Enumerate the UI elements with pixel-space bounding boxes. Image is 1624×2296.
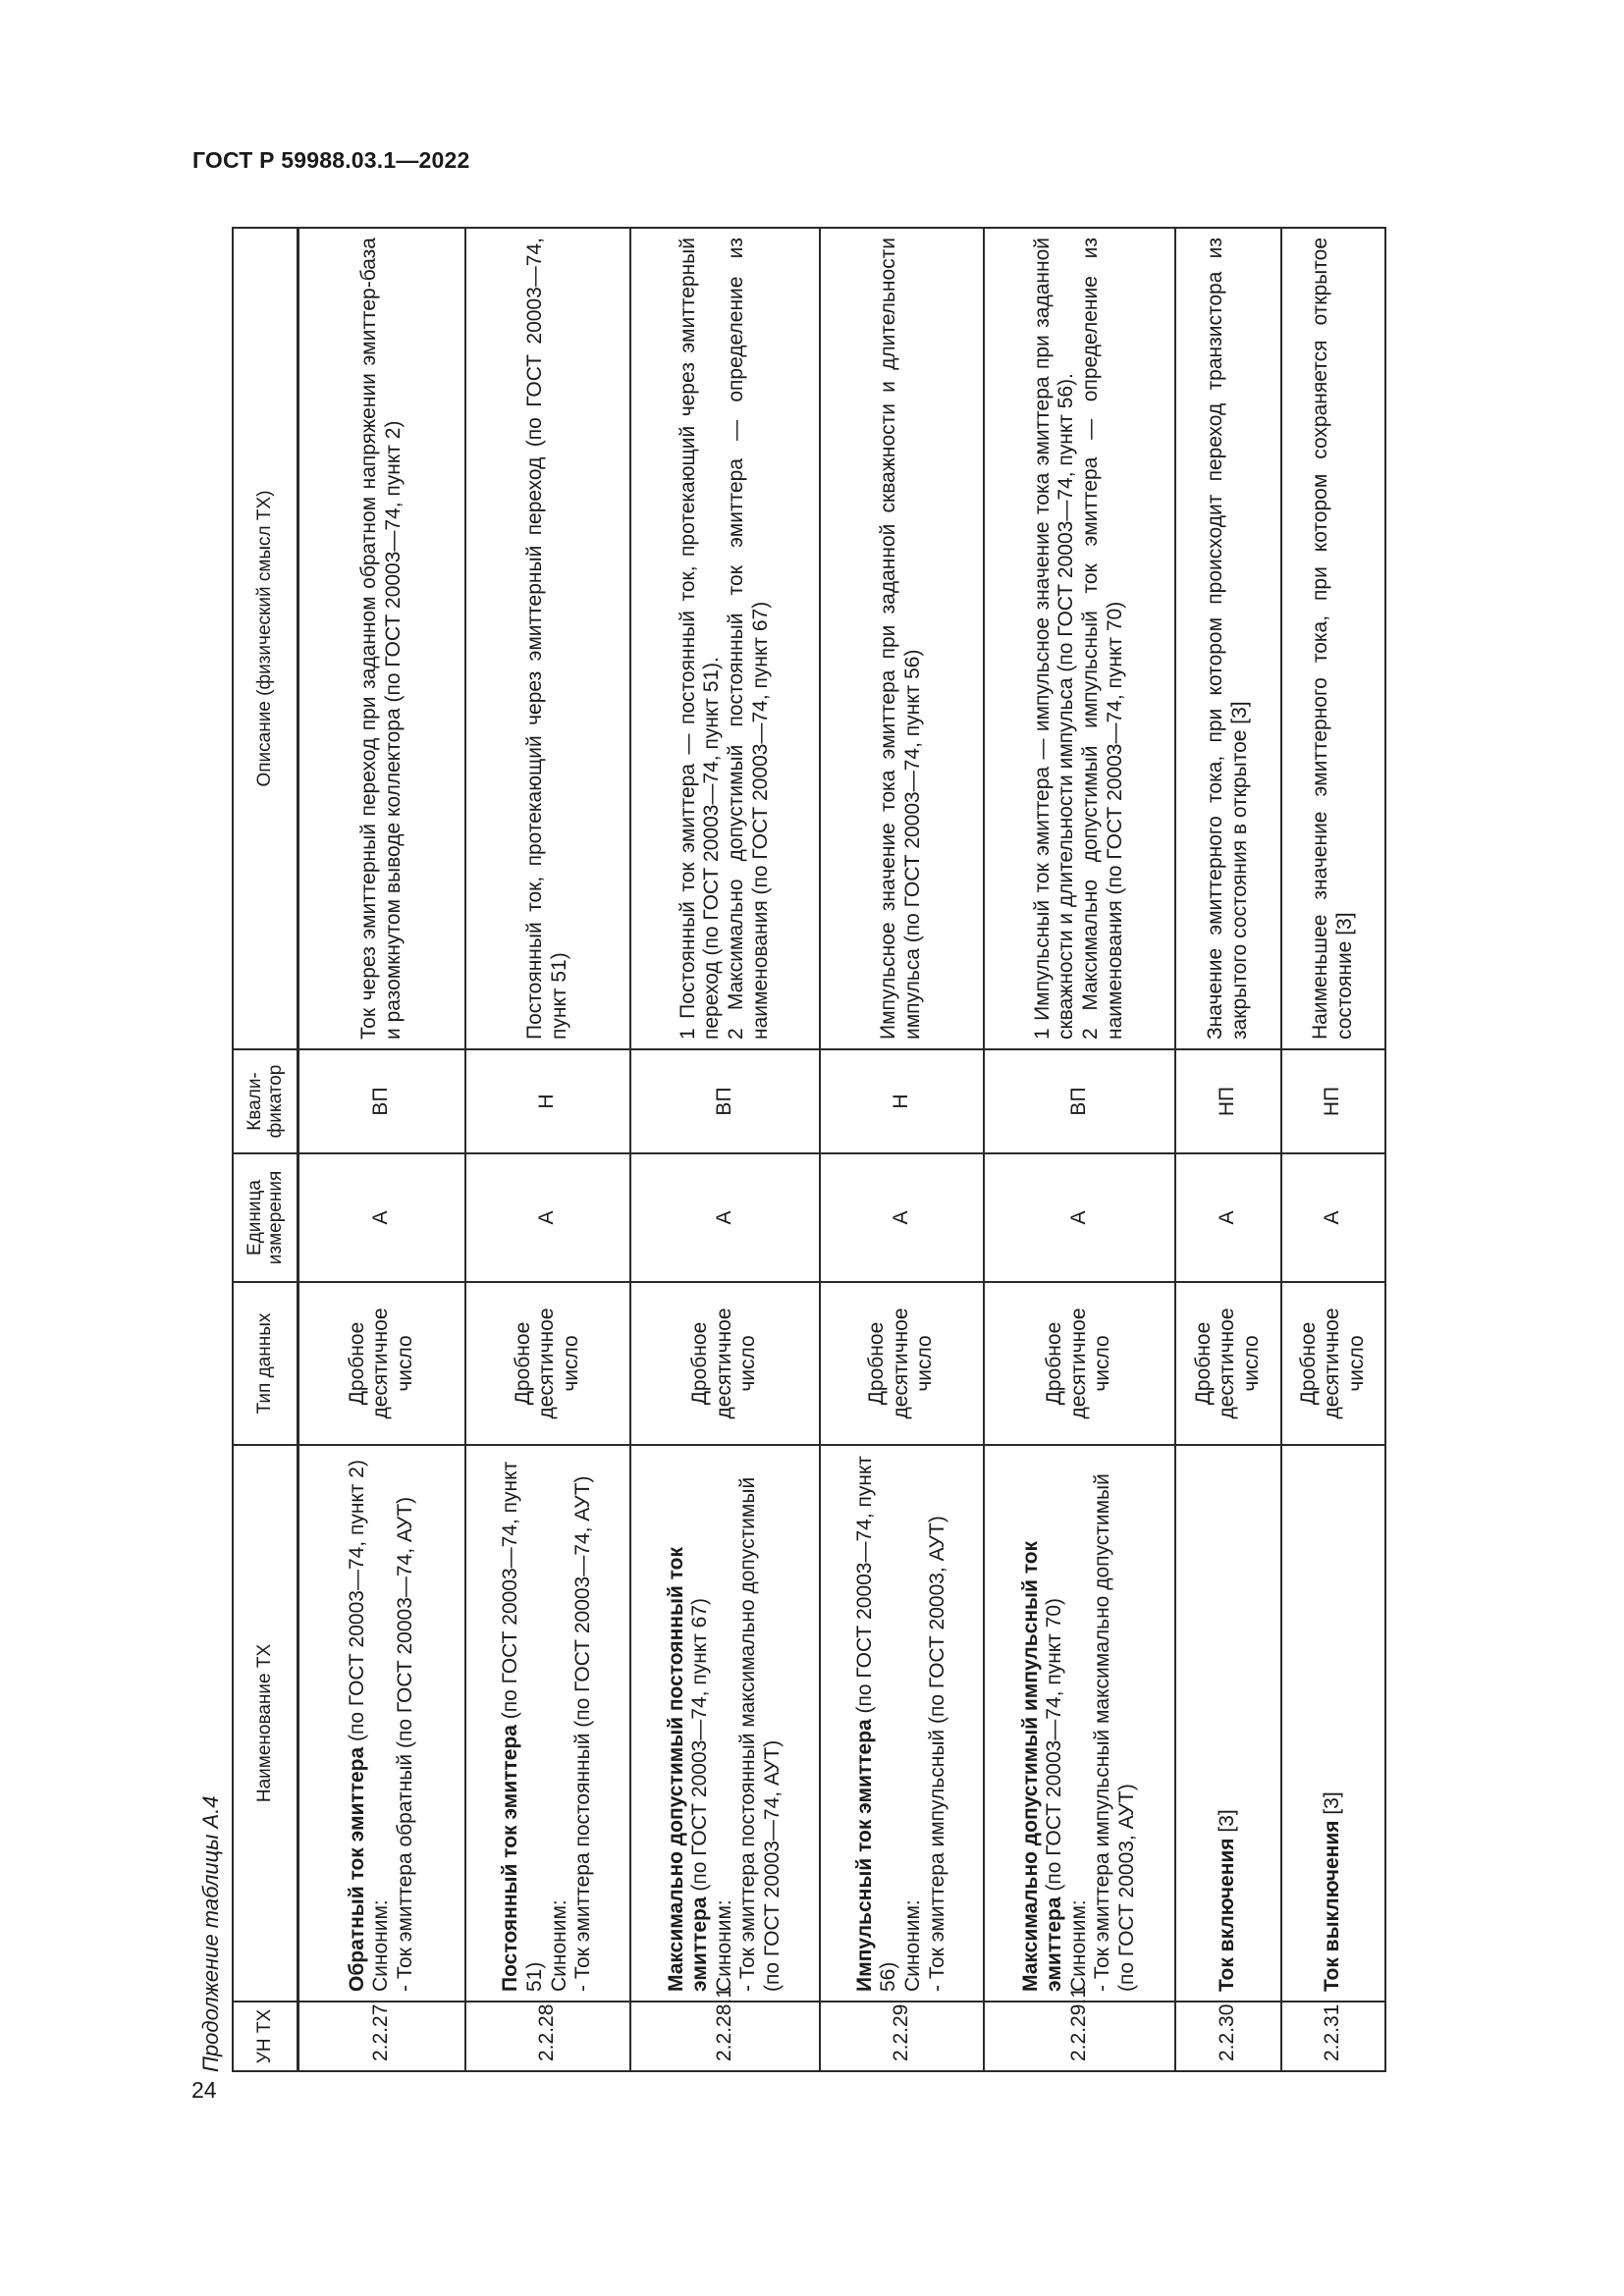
row-term: Максимально допустимый импульсный ток эмиттера [1018, 1540, 1066, 1992]
table-row [820, 228, 984, 2071]
row-term: Ток выключения [1321, 1820, 1344, 1992]
row-term-ref: (по ГОСТ 20003—74, пункт 51) [499, 1461, 546, 1992]
row-name-cell [1175, 1445, 1281, 2002]
row-qualifier: ВП [630, 1049, 820, 1153]
row-description-note-2: 2 Максимально допустимый импульсный ток эмиттера — определение из наименования (по ГОСТ 20003—74, пункт 70) [1079, 238, 1126, 1040]
row-data-type: Дробное десятичное число [298, 1282, 465, 1445]
header-qualifier: Квали-фикатор [233, 1049, 298, 1153]
row-term: Постоянный ток эмиттера [499, 1725, 522, 1992]
row-description-cell [630, 228, 820, 1049]
rotated-table-block [194, 229, 1368, 2072]
row-synonym-text: - Ток эмиттера импульсный (по ГОСТ 20003, АУТ) [925, 1516, 948, 1992]
table-row [984, 228, 1175, 2071]
header-description: Описание (физический смысл ТХ) [233, 228, 298, 1049]
row-name-cell [1281, 1445, 1385, 2002]
row-unit: А [1281, 1153, 1385, 1282]
row-description-note-1: 1 Импульсный ток эмиттера — импульсное значение тока эмиттера при заданной скважности и длительности импульса (по ГОСТ 20003—74, пункт 56). [1030, 238, 1078, 1040]
row-unit: А [298, 1153, 465, 1282]
row-qualifier: ВП [984, 1049, 1175, 1153]
row-synonym-label: Синоним: [712, 1899, 735, 1992]
table-row [1175, 228, 1281, 2071]
table-row [630, 228, 820, 2071]
row-description-cell [984, 228, 1175, 1049]
row-qualifier: НП [1281, 1049, 1385, 1153]
row-term: Максимально допустимый постоянный ток эмиттера [664, 1547, 712, 1992]
row-data-type: Дробное десятичное число [820, 1282, 984, 1445]
table-row [298, 228, 465, 2071]
row-data-type: Дробное десятичное число [1281, 1282, 1385, 1445]
row-description: Постоянный ток, протекающий через эмиттерный переход (по ГОСТ 20003—74, пункт 51) [465, 228, 630, 1049]
row-unit: А [984, 1153, 1175, 1282]
row-name-cell [630, 1445, 820, 2002]
row-synonym-label: Синоним: [547, 1899, 570, 1992]
row-qualifier: ВП [298, 1049, 465, 1153]
row-term-ref: (по ГОСТ 20003—74, пункт 70) [1043, 1597, 1066, 1897]
row-term: Импульсный ток эмиттера [852, 1719, 876, 1992]
row-term-ref: (по ГОСТ 20003—74, пункт 67) [688, 1597, 712, 1897]
row-name-cell [298, 1445, 465, 2002]
row-term: Ток включения [1216, 1838, 1239, 1992]
row-code: 2.2.30 [1175, 2002, 1281, 2071]
row-unit: А [465, 1153, 630, 1282]
row-synonym-label: Синоним: [369, 1899, 393, 1992]
row-synonym-label: Синоним: [1066, 1899, 1090, 1992]
row-data-type: Дробное десятичное число [1175, 1282, 1281, 1445]
row-synonym-text: - Ток эмиттера постоянный (по ГОСТ 20003—74, АУТ) [571, 1475, 595, 1992]
row-data-type: Дробное десятичное число [465, 1282, 630, 1445]
row-term-ref: [3] [1216, 1809, 1239, 1839]
row-synonym-text: - Ток эмиттера обратный (по ГОСТ 20003—74, АУТ) [394, 1496, 417, 1992]
row-term-ref: (по ГОСТ 20003—74, пункт 56) [852, 1455, 900, 1992]
row-description-note-2: 2 Максимально допустимый постоянный ток эмиттера — определение из наименования (по ГОСТ 20003—74, пункт 67) [725, 238, 772, 1040]
row-code: 2.2.27 [298, 2002, 465, 2071]
table-continuation-caption: Продолжение таблицы А.4 [198, 1795, 223, 2072]
row-description: Значение эмиттерного тока, при котором происходит переход транзистора из закрытого состояния в открытое [3] [1175, 228, 1281, 1049]
header-code: УН ТХ [233, 2002, 298, 2071]
header-name: Наименование ТХ [233, 1445, 298, 2002]
document-header: ГОСТ Р 59988.03.1—2022 [192, 147, 470, 173]
row-code: 2.2.29.1 [984, 2002, 1175, 2071]
row-data-type: Дробное десятичное число [984, 1282, 1175, 1445]
row-term-ref: [3] [1321, 1791, 1344, 1821]
header-unit: Единица измерения [233, 1153, 298, 1282]
row-code: 2.2.28 [465, 2002, 630, 2071]
table-row [1281, 228, 1385, 2071]
row-qualifier: НП [1175, 1049, 1281, 1153]
row-synonym-label: Синоним: [901, 1899, 924, 1992]
row-code: 2.2.31 [1281, 2002, 1385, 2071]
row-synonym-text: - Ток эмиттера импульсный максимально допустимый (по ГОСТ 20003, АУТ) [1091, 1473, 1138, 1992]
row-data-type: Дробное десятичное число [630, 1282, 820, 1445]
row-code: 2.2.28.1 [630, 2002, 820, 2071]
row-synonym-text: - Ток эмиттера постоянный максимально допустимый (по ГОСТ 20003—74, АУТ) [736, 1476, 784, 1992]
row-name-cell [984, 1445, 1175, 2002]
characteristics-table [232, 227, 1386, 2072]
row-description-note-1: 1 Постоянный ток эмиттера — постоянный ток, протекающий через эмиттерный переход (по ГОСТ 20003—74, пункт 51). [676, 238, 724, 1040]
header-dtype: Тип данных [233, 1282, 298, 1445]
page-number: 24 [191, 2077, 217, 2103]
row-term: Обратный ток эмиттера [345, 1746, 368, 1992]
row-unit: А [820, 1153, 984, 1282]
row-description: Ток через эмиттерный переход при заданном обратном напряжении эмиттер-база и разомкнутом выводе коллектора (по ГОСТ 20003—74, пункт 2) [298, 228, 465, 1049]
table-header-row [233, 228, 298, 2071]
row-term-ref: (по ГОСТ 20003—74, пункт 2) [345, 1460, 368, 1747]
row-qualifier: Н [465, 1049, 630, 1153]
row-description: Наименьшее значение эмиттерного тока, при котором сохраняется открытое состояние [3] [1281, 228, 1385, 1049]
row-qualifier: Н [820, 1049, 984, 1153]
row-code: 2.2.29 [820, 2002, 984, 2071]
table-row [465, 228, 630, 2071]
row-unit: А [1175, 1153, 1281, 1282]
row-name-cell [820, 1445, 984, 2002]
row-unit: А [630, 1153, 820, 1282]
row-name-cell [465, 1445, 630, 2002]
row-description: Импульсное значение тока эмиттера при заданной скважности и длительности импульса (по ГОСТ 20003—74, пункт 56) [820, 228, 984, 1049]
